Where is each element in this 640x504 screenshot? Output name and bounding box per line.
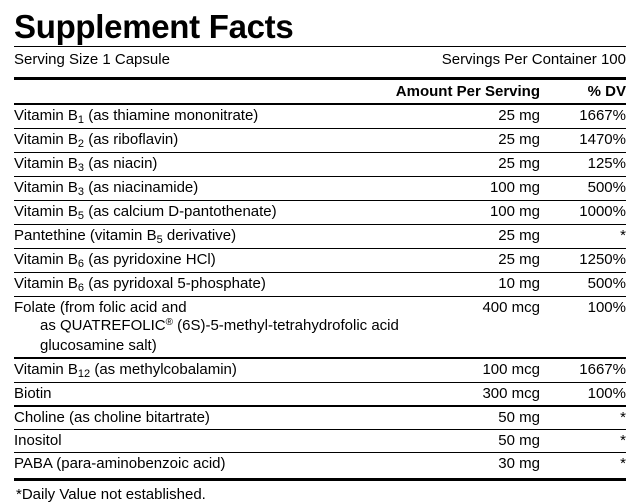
nutrient-amount: 400 mcg	[450, 297, 540, 359]
nutrient-amount: 30 mg	[450, 453, 540, 476]
nutrient-name: Vitamin $B_5$ (as calcium D-pantothenate)	[14, 201, 450, 225]
column-header-amount: Amount Per Serving	[395, 83, 540, 100]
nutrient-amount: 25 mg	[450, 225, 540, 249]
table-row	[14, 430, 626, 453]
nutrient-amount: 50 mg	[450, 406, 540, 430]
nutrient-name: Vitamin $B_2$ (as riboflavin)	[14, 129, 450, 153]
nutrient-name: Vitamin $B_6$ (as pyridoxine HCl)	[14, 249, 450, 273]
nutrient-daily-value: 1667%	[540, 358, 626, 383]
nutrient-amount: 10 mg	[450, 273, 540, 297]
nutrient-subscript: 3	[77, 162, 85, 174]
footnote-text: *Daily Value not established.	[16, 486, 206, 503]
nutrient-subscript: 12	[77, 368, 91, 380]
nutrient-name-line2: as QUATREFOLIC® (6S)-5-methyl-tetrahydrofolic acid glucosamine salt)	[40, 317, 399, 354]
nutrient-daily-value: 125%	[540, 153, 626, 177]
table-row	[14, 201, 626, 225]
nutrient-name: Pantethine (vitamin $B_5$ derivative)	[14, 225, 450, 249]
nutrient-daily-value: *	[540, 406, 626, 430]
nutrient-subscript: 3	[77, 186, 85, 198]
nutrient-daily-value: 100%	[540, 383, 626, 407]
nutrient-name: Choline (as choline bitartrate)	[14, 406, 450, 430]
column-header-dv: % DV	[587, 83, 626, 100]
nutrient-amount: 25 mg	[450, 129, 540, 153]
serving-info-row	[14, 47, 626, 74]
table-row	[14, 273, 626, 297]
nutrient-name: Vitamin $B_3$ (as niacin)	[14, 153, 450, 177]
nutrient-amount: 25 mg	[450, 249, 540, 273]
nutrient-daily-value: 1470%	[540, 129, 626, 153]
nutrient-name: Vitamin $B_3$ (as niacinamide)	[14, 177, 450, 201]
table-row	[14, 297, 626, 359]
nutrient-subscript: 5	[77, 210, 85, 222]
nutrient-daily-value: 1667%	[579, 107, 626, 124]
table-row	[14, 383, 626, 407]
nutrients-table	[14, 105, 626, 475]
nutrient-name: Vitamin $B_1$ (as thiamine mononitrate)	[14, 107, 259, 126]
nutrient-name: Vitamin $B_6$ (as pyridoxal 5-phosphate)	[14, 273, 450, 297]
nutrient-daily-value: 1000%	[540, 201, 626, 225]
nutrient-daily-value: 500%	[540, 177, 626, 201]
nutrient-amount: 300 mcg	[450, 383, 540, 407]
servings-per-container-text: Servings Per Container 100	[441, 51, 626, 68]
nutrient-amount: 25 mg	[498, 107, 540, 124]
table-row	[14, 225, 626, 249]
nutrient-subscript: 2	[77, 138, 85, 150]
table-row	[14, 249, 626, 273]
nutrient-daily-value: *	[540, 430, 626, 453]
nutrient-name: Vitamin $B_{12}$ (as methylcobalamin)	[14, 358, 450, 383]
nutrient-amount: 25 mg	[450, 153, 540, 177]
nutrient-amount: 100 mg	[450, 177, 540, 201]
nutrient-name: Inositol	[14, 430, 450, 453]
nutrient-amount: 50 mg	[450, 430, 540, 453]
registered-trademark-icon: ®	[165, 317, 173, 328]
nutrient-amount: 100 mcg	[450, 358, 540, 383]
table-row	[14, 406, 626, 430]
nutrient-name: Biotin	[14, 383, 450, 407]
nutrient-amount: 100 mg	[450, 201, 540, 225]
column-headers	[14, 80, 626, 103]
nutrient-daily-value: *	[540, 225, 626, 249]
table-row	[14, 358, 626, 383]
nutrient-name: Folate (from folic acid and as QUATREFOLIC® (6S)-5-methyl-tetrahydrofolic acid glucosamine salt)	[14, 297, 450, 359]
nutrient-subscript: 6	[77, 282, 85, 294]
nutrient-daily-value: 1250%	[540, 249, 626, 273]
nutrient-subscript: 5	[156, 234, 163, 246]
table-row	[14, 177, 626, 201]
table-row	[14, 105, 626, 129]
nutrient-daily-value: *	[540, 453, 626, 476]
nutrient-daily-value: 100%	[540, 297, 626, 359]
table-row	[14, 153, 626, 177]
page-title: Supplement Facts	[14, 8, 294, 45]
nutrient-subscript: 1	[77, 114, 85, 126]
table-row	[14, 453, 626, 476]
nutrient-name: PABA (para-aminobenzoic acid)	[14, 453, 450, 476]
table-row	[14, 129, 626, 153]
serving-size-text: Serving Size 1 Capsule	[14, 51, 170, 68]
nutrient-subscript: 6	[77, 258, 85, 270]
nutrient-daily-value: 500%	[540, 273, 626, 297]
